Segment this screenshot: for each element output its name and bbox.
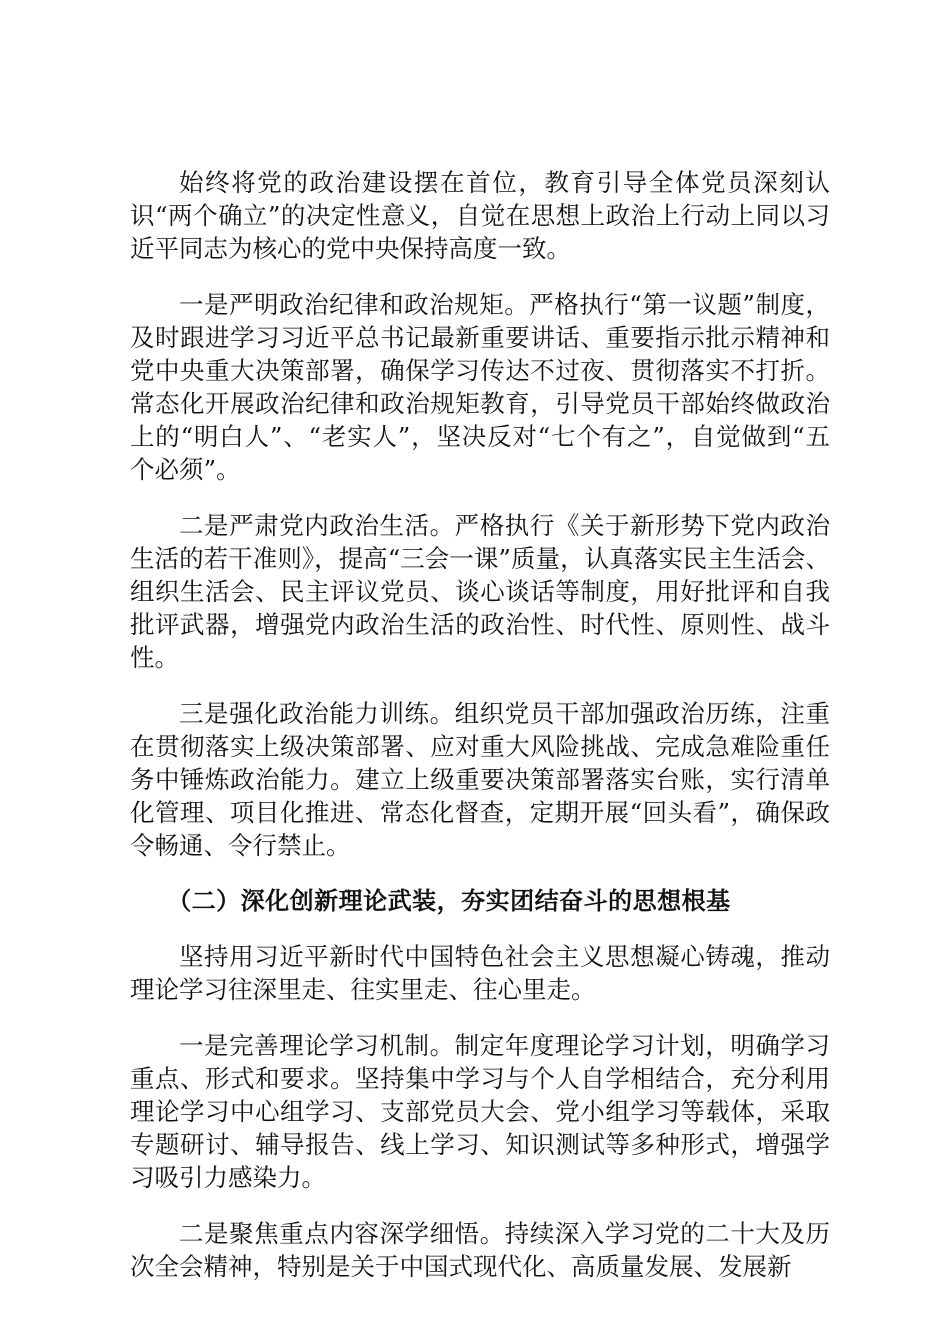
paragraph-study-mechanism: 一是完善理论学习机制。制定年度理论学习计划，明确学习重点、形式和要求。坚持集中学习与个人自学相结合，充分利用理论学习中心组学习、支部党员大会、党小组学习等载体，采取专题研讨、辅导报告、线上学习、知识测试等多种形式，增强学习吸引力感染力。 bbox=[130, 1031, 830, 1192]
paragraph-intro: 始终将党的政治建设摆在首位，教育引导全体党员深刻认识“两个确立”的决定性意义，自觉在思想上政治上行动上同以习近平同志为核心的党中央保持高度一致。 bbox=[130, 168, 830, 263]
document-body bbox=[130, 166, 830, 1306]
paragraph-theory-intro: 坚持用习近平新时代中国特色社会主义思想凝心铸魂，推动理论学习往深里走、往实里走、往心里走。 bbox=[130, 942, 830, 1004]
paragraph-political-ability: 三是强化政治能力训练。组织党员干部加强政治历练，注重在贯彻落实上级决策部署、应对重大风险挑战、完成急难险重任务中锤炼政治能力。建立上级重要决策部署落实台账，实行清单化管理、项目化推进、常态化督查，定期开展“回头看”，确保政令畅通、令行禁止。 bbox=[130, 699, 830, 860]
paragraph-discipline: 一是严明政治纪律和政治规矩。严格执行“第一议题”制度，及时跟进学习习近平总书记最新重要讲话、重要指示批示精神和党中央重大决策部署，确保学习传达不过夜、贯彻落实不打折。常态化开展政治纪律和政治规矩教育，引导党员干部始终做政治上的“明白人”、“老实人”，坚决反对“七个有之”，自觉做到“五个必须”。 bbox=[130, 290, 830, 484]
section-heading: （二）深化创新理论武装，夯实团结奋斗的思想根基 bbox=[167, 887, 731, 915]
paragraph-key-content: 二是聚焦重点内容深学细悟。持续深入学习党的二十大及历次全会精神，特别是关于中国式现代化、高质量发展、发展新 bbox=[130, 1219, 830, 1281]
paragraph-political-life: 二是严肃党内政治生活。严格执行《关于新形势下党内政治生活的若干准则》，提高“三会一课”质量，认真落实民主生活会、组织生活会、民主评议党员、谈心谈话等制度，用好批评和自我批评武器，增强党内政治生活的政治性、时代性、原则性、战斗性。 bbox=[130, 511, 830, 672]
